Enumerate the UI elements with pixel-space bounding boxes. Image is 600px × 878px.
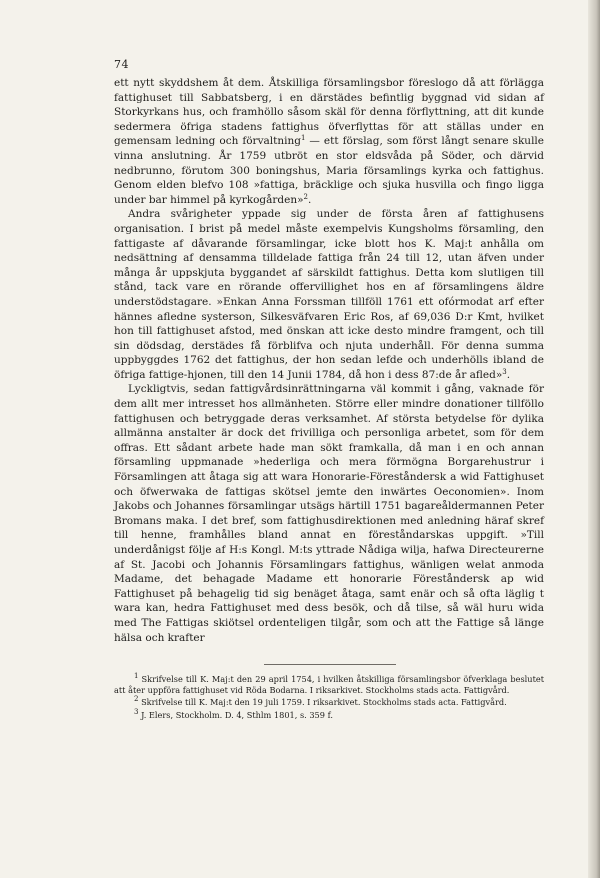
footnote-ref: 1 <box>300 134 306 143</box>
footnote-number: 2 <box>134 695 139 704</box>
footnote-ref: 3 <box>502 367 507 376</box>
footnote-text: Skrifvelse till K. Maj:t den 19 juli 1759. I riksarkivet. Stockholms stads acta. Fattigvård. <box>141 697 507 708</box>
paragraph-text: ett nytt skyddshem åt dem. Åtskilliga församlingsbor föreslogo då att förlägga fattighuset till Sabbatsberg, i en därstädes befintlig byggnad vid sidan af Storkyrkans hus, och framhöllo såsom skäl för denna förflyttning, att dit kunde sedermera öfriga stadens fattighus öfverflyttas för att ställas under en gemensam ledning och förvaltning <box>114 77 544 148</box>
footnotes <box>114 674 544 722</box>
footnote <box>114 674 544 696</box>
paragraph-text: Lyckligtvis, sedan fattigvårdsinrättningarna väl kommit i gång, vaknade för dem allt mer intresset hos allmänheten. Större eller mindre donationer tillföllo fattighusen och betryggade deras verksamhet. Af största betydelse för dylika allmänna anstalter är dock det frivilliga och personliga arbetet, som för dem offras. Ett sådant arbete hade man sökt framkalla, då man i en och annan församling uppmanade »hederliga och mera förmögna Borgarehustrur i Församlingen att åtaga sig att wara Honorarie-Föreståndersk a wid Fattighuset och öfwerwaka de fattigas skötsel jemte den inwärtes Oeconomien». Inom Jakobs och Johannes församlingar utsägs härtill 1751 bagareåldermannen Peter Bromans maka. I det bref, som fattighusdirektionen med anledning häraf skref till henne, framhålles bland annat en föreståndarskas uppgift. »Till underdånigst följe af H:s Kongl. M:ts yttrade Nådiga wilja, hafwa Directeurerne af St. Jacobi och Johannis Församlingars fattighus, wänligen welat anmoda Madame, det behagade Madame ett honorarie Föreståndersk ap wid Fattighuset på behagelig tid sig benäget åtaga, samt enär och så ofta läglig t wara kan, hedra Fattighuset med dess besök, och då tilse, så wäl huru wida med The Fattigas skiötsel ordenteligen tilgår, som och att the Fattige så länge hälsa och krafter <box>114 383 544 644</box>
paragraph-text: Andra svårigheter yppade sig under de första åren af fattighusens organisation. I brist på medel måste exempelvis Kungsholms församling, den fattigaste af dåvarande församlingar, icke blott hos K. Maj:t anhålla om nedsättning af densamma tilldelade fattiga från 24 till 12, utan äfven under många år uppskjuta byggandet af särskildt fattighus. Detta kom slutligen till stånd, tack vare en rörande offervillighet hos en af församlingens äldre understödstagare. »Enkan Anna Forssman tillföll 1761 ett ofórmodat arf efter hännes afledne systerson, Silkesväfvaren Eric Ros, af 69,036 D:r Kmt, hvilket hon till fattighuset afstod, med önskan att icke desto mindre framgent, och till sin dödsdag, derstädes få förblifva och njuta underhåll. För denna summa uppbyggdes 1762 det fattighus, der hon sedan lefde och underhölls ibland de öfriga fattige-hjonen, till den 14 Junii 1784, då hon i dess 87:de år afled» <box>114 208 544 381</box>
page-number: 74 <box>114 58 129 71</box>
paragraph <box>114 207 544 382</box>
footnote-text: J. Elers, Stockholm. D. 4, Sthlm 1801, s. 359 f. <box>141 709 333 720</box>
footnote-text: Skrifvelse till K. Maj:t den 29 april 1754, i hvilken åtskilliga församlingsbor öfverklaga beslutet att åter uppföra fattighuset vid Röda Bodarna. I riksarkivet. Stockholms stads acta. Fattigvård. <box>114 674 544 696</box>
paragraph-text: . <box>506 368 511 381</box>
page-edge <box>588 0 600 878</box>
footnote-number: 1 <box>134 672 139 680</box>
footnote-ref: 2 <box>303 192 309 201</box>
body-text <box>114 76 544 645</box>
paragraph <box>114 76 544 207</box>
footnote <box>114 697 544 708</box>
paragraph-text: . <box>308 193 312 206</box>
footnote <box>114 707 544 721</box>
paragraph <box>114 382 544 645</box>
footnote-divider <box>264 664 396 665</box>
paragraph-text: — ett förslag, som först långt senare skulle vinna anslutning. År 1759 utbröt en stor eldsvåda på Söder, och därvid nedbrunno, förutom 300 boningshus, Maria församlings kyrka och fattighus. Genom elden blefvo 108 »fattiga, bräcklige och sjuka husvilla och fingo ligga under bar himmel på kyrkogården» <box>114 135 544 206</box>
footnote-number: 3 <box>134 707 139 716</box>
